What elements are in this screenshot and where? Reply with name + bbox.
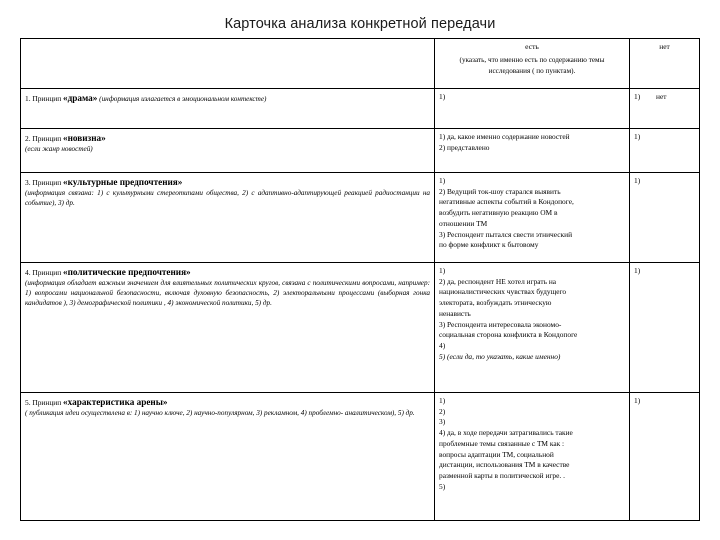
table-row [21,173,700,263]
no-cell [630,173,700,263]
no-line [634,266,695,276]
no-cell [630,263,700,393]
no-cell [630,129,700,173]
no-cell [630,89,700,129]
principle-heading [25,92,430,105]
yes-line: 3) Респондента интересовала экономо- [439,319,562,329]
principle-description: (информация связана: 1) с культурными стереотипами общества, 2) с адаптивно-адаптирующей реакцией радиостанции на событие), 3) др. [25,189,430,208]
yes-lines [439,92,625,103]
principle-cell [21,393,435,521]
principle-cell [21,173,435,263]
yes-cell [435,263,630,393]
yes-lines [439,266,625,363]
yes-line: 1) [439,92,446,101]
principle-description: (информация обладает важным значением для влиятельных политических кругов, связана с политическими вопросами, например: 1) вопросами национальной безопасности, включая духовную безопасность, 2) электоральными процессами (выборная гонка кандидатов ), 3) демографической политики , 4) экономической политики, 5) др. [25,279,430,308]
yes-line: ненависть [439,308,471,318]
yes-cell [435,173,630,263]
yes-line: 3) Респондент пытался свести этнический [439,229,573,239]
yes-line: 5) (если да, то указать, какие именно) [439,351,561,361]
no-line-mark: 1) [634,396,641,405]
no-line-mark: 1) [634,132,641,141]
yes-line: дистанции, использования ТМ в качестве [439,460,570,470]
table-row [21,263,700,393]
principle-number: 5. Принцип [25,398,64,407]
yes-line: негативные аспекты событий в Кондопоге, [439,197,574,207]
principle-description: ( публикация идеи осуществлена в: 1) научно ключе, 2) научно-популярном, 3) рекламном, 4) проблемно- аналитическом), 5) др. [25,409,415,418]
principle-number: 4. Принцип [25,268,64,277]
yes-line: разменной карты в политической игре. . [439,471,565,481]
table-header-row [21,39,700,89]
yes-line: 4) да, в ходе передачи затрагивались такие [439,428,573,438]
yes-cell [435,89,630,129]
yes-cell [435,393,630,521]
yes-line: отношении ТМ [439,218,488,228]
yes-line: 3) [439,417,446,427]
no-line [634,176,695,186]
principle-cell [21,263,435,393]
no-line [634,132,695,142]
header-cell-yes [435,39,630,89]
yes-line: электората, возбуждать этническую [439,298,552,308]
header-cell-principle [21,39,435,89]
no-line [634,396,695,406]
header-yes-label: есть [525,42,539,51]
principle-name: «политические предпочтения» [63,267,191,277]
table-row [21,129,700,173]
yes-line: возбудить негативную реакцию ОМ в [439,208,558,218]
yes-line: 1) [439,266,446,275]
page-title: Карточка анализа конкретной передачи [224,16,496,32]
yes-line: вопросы адаптации ТМ, социальной [439,449,554,459]
yes-cell [435,129,630,173]
table-row [21,393,700,521]
table-row [21,89,700,129]
principle-name: «драма» [63,93,98,103]
yes-line: 2) Ведущий ток-шоу старался выявить [439,186,561,196]
yes-line: по форме конфликт к бытовому [439,240,539,250]
principle-name: «культурные предпочтения» [63,177,183,187]
yes-line: 2) представлено [439,142,490,152]
yes-line: 1) [439,176,446,185]
no-line-mark: 1) [634,176,641,185]
yes-line: проблемные темы связанные с ТМ как : [439,438,565,448]
header-cell-no: нет [630,39,700,89]
principle-heading [25,266,430,278]
no-line-text: нет [656,92,667,101]
no-line-mark: 1) [634,92,641,101]
no-line [634,92,695,102]
principle-number: 1. Принцип [25,94,64,103]
principle-name: «новизна» [63,133,106,143]
principle-description: (если жанр новостей) [25,145,93,154]
yes-line: 2) [439,406,446,416]
yes-line: националистических чувствах будущего [439,287,567,297]
yes-lines [439,396,625,493]
no-line-mark: 1) [634,266,641,275]
yes-line: 5) [439,481,446,491]
principle-heading [25,176,430,188]
principle-number: 2. Принцип [25,134,64,143]
yes-line: 1) да, какое именно содержание новостей [439,132,570,141]
principle-cell [21,89,435,129]
yes-line: социальная сторона конфликта в Кондопоге [439,330,578,340]
principle-name: «характеристика арены» [63,397,168,407]
yes-lines [439,176,625,251]
principle-cell [21,129,435,173]
principle-heading [25,396,430,408]
principle-heading [25,132,430,144]
principle-number: 3. Принцип [25,178,64,187]
yes-line: 4) [439,341,446,351]
principle-inline-desc: (информация излагается в эмоциональном контексте) [97,95,267,103]
yes-lines [439,132,625,153]
header-yes-note: (указать, что именно есть по содержанию темы исследования ( по пунктам). [459,56,605,76]
no-cell [630,393,700,521]
analysis-table [20,38,700,521]
yes-line: 1) [439,396,446,405]
yes-line: 2) да, респондент НЕ хотел играть на [439,276,557,286]
